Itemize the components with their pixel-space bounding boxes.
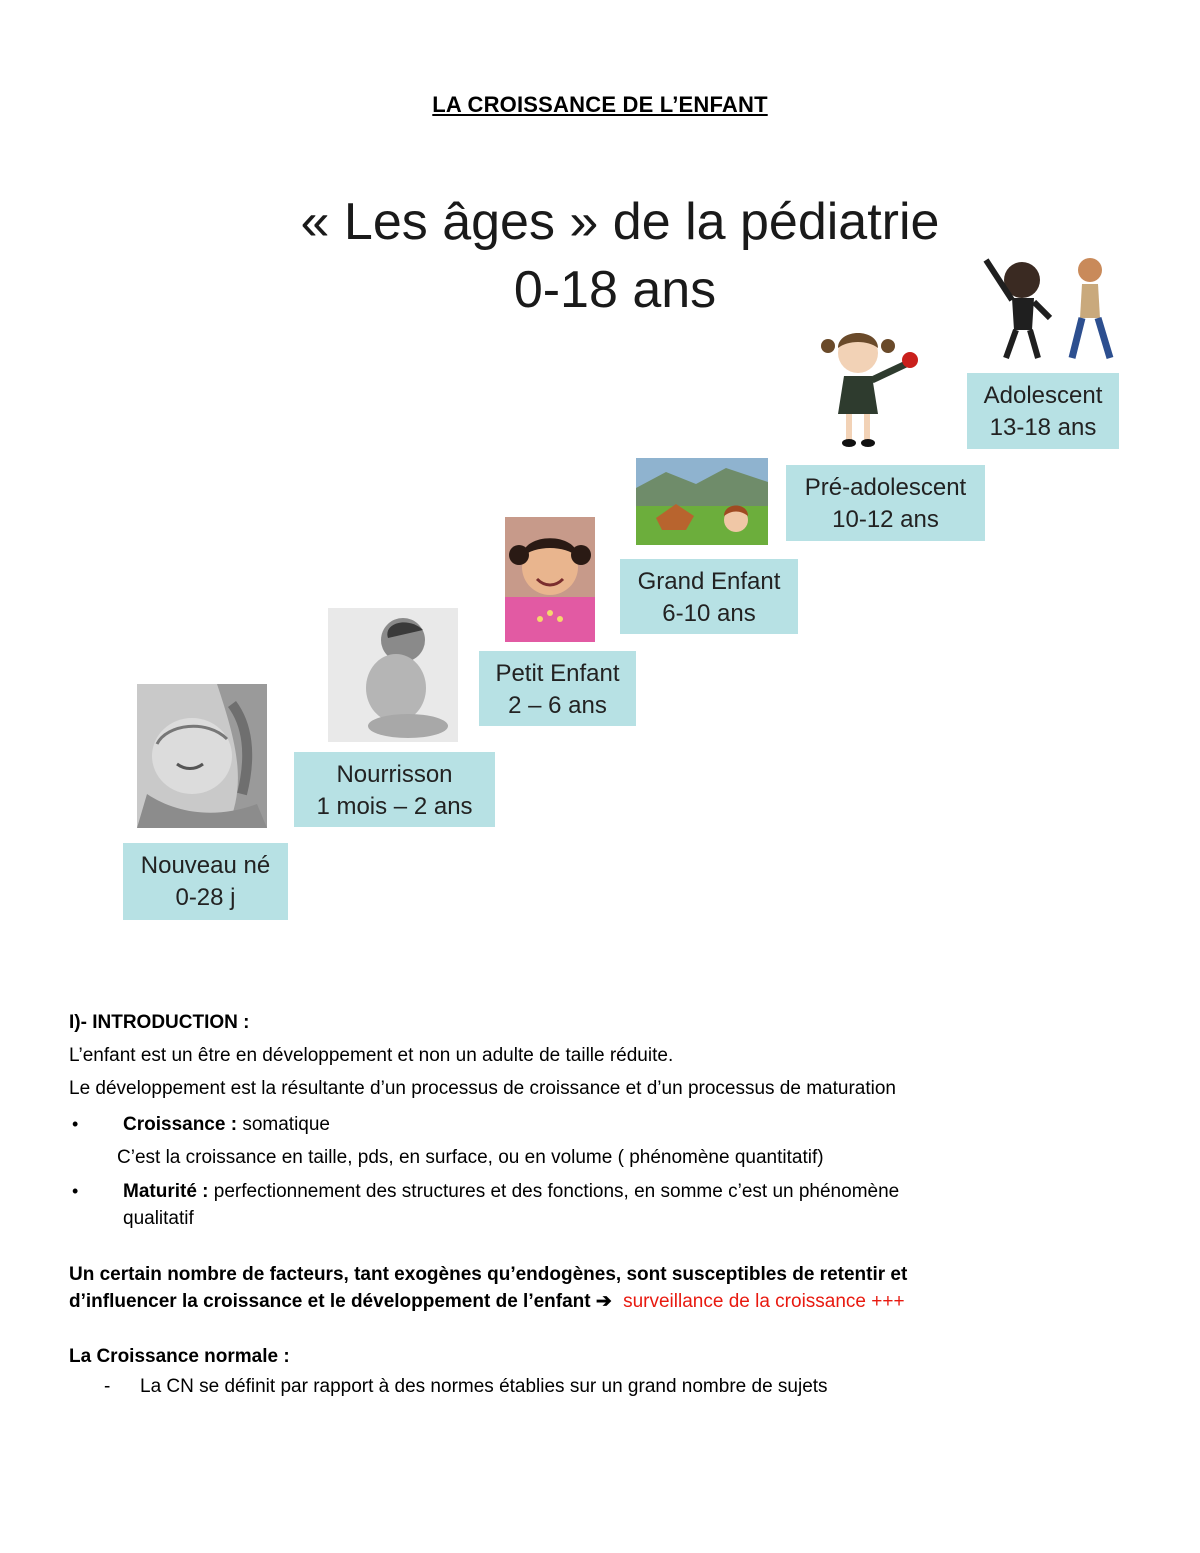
stage-small-child-name: Petit Enfant [495,660,620,687]
croissance-term: Croissance : [123,1114,238,1135]
infant-photo [328,608,458,742]
stage-big-child-name: Grand Enfant [637,568,781,595]
factors-line1: Un certain nombre de facteurs, tant exogènes qu’endogènes, sont susceptibles de retentir et [69,1264,908,1285]
document-title: LA CROISSANCE DE L’ENFANT [432,92,768,117]
croissance-text: somatique [237,1114,330,1135]
newborn-photo [137,684,267,828]
bullet-dot: • [72,1181,79,1201]
stage-newborn-range: 0-28 j [175,884,236,911]
stage-pre-adolescent-range: 10-12 ans [832,506,939,533]
stage-adolescent [967,373,1119,449]
big-child-photo [636,458,768,545]
figure-title-line2: 0-18 ans [513,261,717,319]
stage-infant [294,752,495,827]
bullet-croissance [123,1113,330,1137]
small-child-photo [505,517,595,642]
stage-small-child-range: 2 – 6 ans [508,692,607,719]
stage-infant-range: 1 mois – 2 ans [316,793,473,820]
intro-line2: Le développement est la résultante d’un processus de croissance et d’un processus de maturation [69,1078,896,1099]
maturite-term: Maturité : [123,1181,209,1202]
adolescent-illustration [972,240,1124,364]
surveillance-text: surveillance de la croissance +++ [623,1291,905,1312]
croissance-detail: C’est la croissance en taille, pds, en surface, ou en volume ( phénomène quantitatif) [117,1147,824,1168]
stage-pre-adolescent [786,465,985,541]
stage-pre-adolescent-name: Pré-adolescent [804,474,967,501]
maturite-text: perfectionnement des structures et des fonctions, en somme c’est un phénomène [208,1181,900,1202]
factors-line2-wrapper [69,1290,905,1314]
pre-adolescent-illustration [818,318,924,451]
bullet-maturite [123,1180,899,1204]
stage-adolescent-range: 13-18 ans [989,414,1097,441]
stage-big-child [620,559,798,634]
arrow-icon: ➔ [595,1291,612,1312]
stage-newborn [123,843,288,920]
stage-small-child [479,651,636,726]
factors-line2: d’influencer la croissance et le développement de l’enfant [69,1291,591,1312]
intro-line1: L’enfant est un être en développement et non un adulte de taille réduite. [69,1045,674,1066]
figure-title-line1: « Les âges » de la pédiatrie [300,193,940,251]
stage-big-child-range: 6-10 ans [662,600,756,627]
stage-adolescent-name: Adolescent [983,382,1103,409]
section-heading-introduction: I)- INTRODUCTION : [69,1012,250,1033]
bullet-dot: • [72,1114,79,1134]
normal-growth-heading: La Croissance normale : [69,1346,290,1367]
stage-newborn-name: Nouveau né [140,852,271,879]
stage-infant-name: Nourrisson [336,761,453,788]
normal-dash: - [104,1376,111,1397]
normal-growth-item: La CN se définit par rapport à des normes établies sur un grand nombre de sujets [140,1376,828,1397]
maturite-continuation: qualitatif [123,1208,194,1229]
